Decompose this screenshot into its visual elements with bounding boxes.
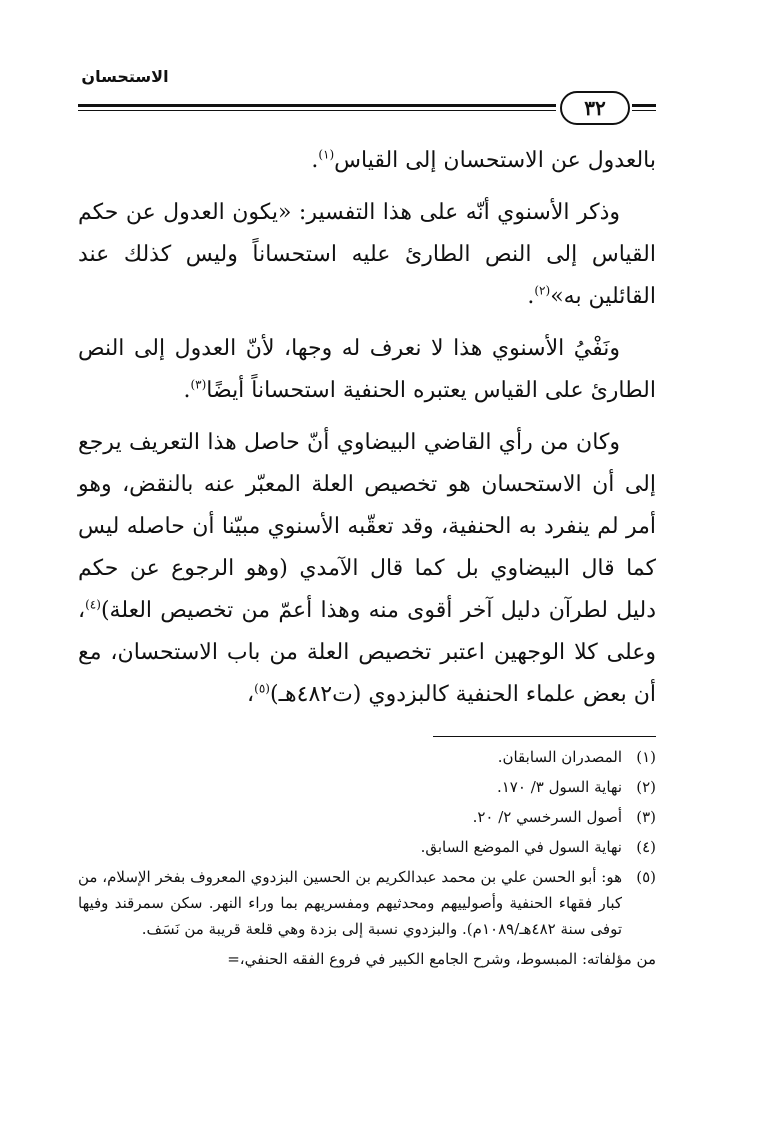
running-title: الاستحسان: [81, 67, 169, 86]
footnote-text: أصول السرخسي ٢/ ٢٠.: [472, 808, 622, 826]
header-rule-right-thin: [632, 110, 656, 111]
footnote: [78, 834, 656, 860]
page-number: ٣٢: [560, 91, 630, 125]
footnote-number: (٣): [636, 808, 656, 826]
paragraph: وذكر الأسنوي أنّه على هذا التفسير: «يكون العدول عن حكم القياس إلى النص الطارئ عليه استحساناً وليس كذلك عند القائلين به»$^{(٢)}$.: [78, 200, 656, 309]
footnote-text: المصدران السابقان.: [497, 748, 622, 766]
footnote-number: (٥): [636, 868, 656, 886]
footnote-ref: (٣): [190, 377, 207, 392]
paragraph: وكان من رأي القاضي البيضاوي أنّ حاصل هذا التعريف يرجع إلى أن الاستحسان هو تخصيص العلة المعبّر عنه بالنقض، وهو أمر لم ينفرد به الحنفية، وقد تعقّبه الأسنوي مبيّنا أن حاصله ليس كما قال البيضاوي بل كما قال الآمدي (وهو الرجوع عن حكم دليل لطرآن دليل آخر أقوى منه وهذا أعمّ من تخصيص العلة)$^{(٤)}$، وعلى كلا الوجهين اعتبر تخصيص العلة من باب الاستحسان، مع أن بعض علماء الحنفية كالبزدوي (ت٤٨٢هـ)$^{(٥)}$،: [78, 430, 656, 707]
footnote-continuation: من مؤلفاته: المبسوط، وشرح الجامع الكبير في فروع الفقه الحنفي،=: [227, 950, 656, 968]
footnote-number: (١): [636, 748, 656, 766]
paragraph: ونَفْيُ الأسنوي هذا لا نعرف له وجها، لأنّ العدول إلى النص الطارئ على القياس يعتبره الحنفية استحساناً أيضًا$^{(٣)}$.: [78, 336, 656, 403]
footnote-ref: (١): [318, 147, 335, 162]
footnote: [78, 744, 656, 770]
header-rule-right: [632, 104, 656, 107]
footnote-number: (٤): [636, 838, 656, 856]
paragraph: بالعدول عن الاستحسان إلى القياس$^{(١)}$.: [311, 147, 656, 173]
footnote: [78, 774, 656, 800]
footnote-separator: [433, 736, 656, 737]
footnote-text: هو: أبو الحسن علي بن محمد عبدالكريم بن الحسين البزدوي المعروف بفخر الإسلام، من كبار فقهاء الحنفية وأصولييهم ومحدثيهم ومفسريهم بما وراء النهر. سكن سمرقند وفيها توفى سنة ٤٨٢هـ/١٠٨٩م). والبزدوي نسبة إلى بزدة وهي قلعة قريبة من نَسَف.: [78, 868, 622, 938]
footnote: [78, 864, 656, 942]
header-rule-thin: [78, 110, 556, 111]
footnote-number: (٢): [636, 778, 656, 796]
footnote-ref: (٢): [534, 283, 551, 298]
footnotes: [78, 744, 656, 972]
footnote-ref: (٥): [254, 681, 270, 696]
header-rule: [78, 104, 556, 107]
footnote-text: نهاية السول في الموضع السابق.: [420, 838, 622, 856]
footnote-text: نهاية السول ٣/ ١٧٠.: [496, 778, 622, 796]
footnote-ref: (٤): [85, 597, 101, 612]
footnote: [78, 804, 656, 830]
body-text: [78, 140, 656, 726]
